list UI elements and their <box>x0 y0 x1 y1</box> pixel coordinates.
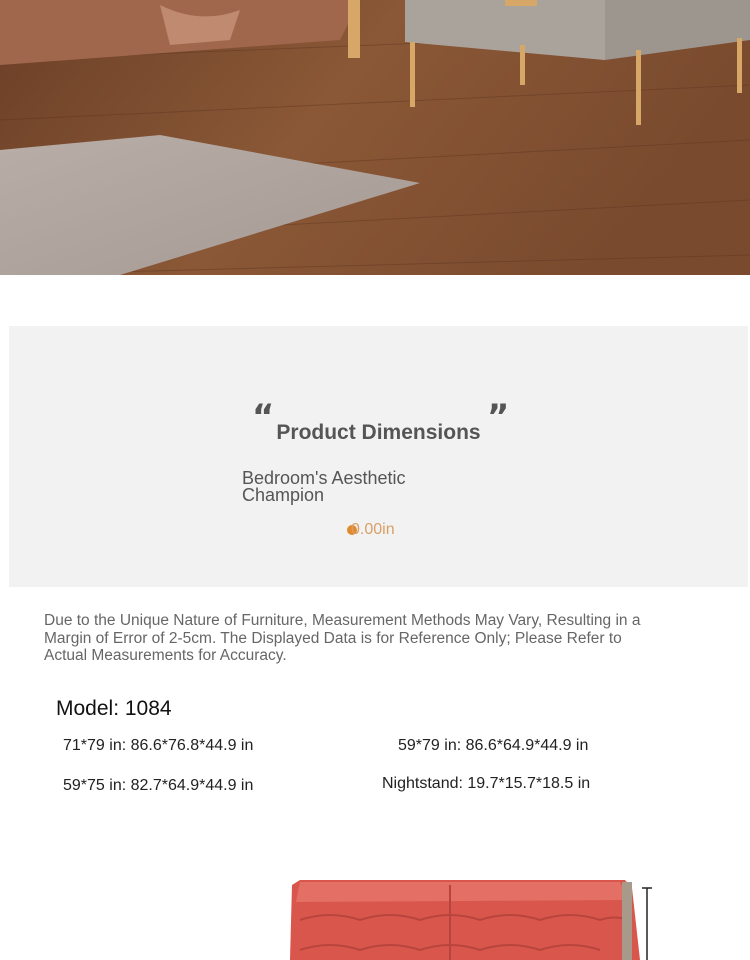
close-quote-mark: ” <box>487 397 510 437</box>
bed-headboard-image <box>0 860 750 960</box>
spec-item: 59*75 in: 82.7*64.9*44.9 in <box>63 777 254 794</box>
dimensions-title: Product Dimensions <box>276 421 481 444</box>
price-value: 0.00in <box>351 521 395 538</box>
model-number: Model: 1084 <box>56 697 172 720</box>
measurement-disclaimer: Due to the Unique Nature of Furniture, Measurement Methods May Vary, Resulting in a Margin of Error of 2-5cm. The Displayed Data is for Reference Only; Please Refer to Actual Measurements for Accuracy. <box>44 612 641 664</box>
dimensions-subtitle: Bedroom's Aesthetic Champion <box>242 468 406 505</box>
price-row <box>347 521 395 539</box>
hero-bedroom-image <box>0 0 750 275</box>
product-dimensions-banner <box>9 326 748 587</box>
spec-item: Nightstand: 19.7*15.7*18.5 in <box>382 775 591 792</box>
open-quote-mark: “ <box>252 397 275 437</box>
spec-item: 59*79 in: 86.6*64.9*44.9 in <box>398 737 589 754</box>
spec-item: 71*79 in: 86.6*76.8*44.9 in <box>63 737 254 754</box>
